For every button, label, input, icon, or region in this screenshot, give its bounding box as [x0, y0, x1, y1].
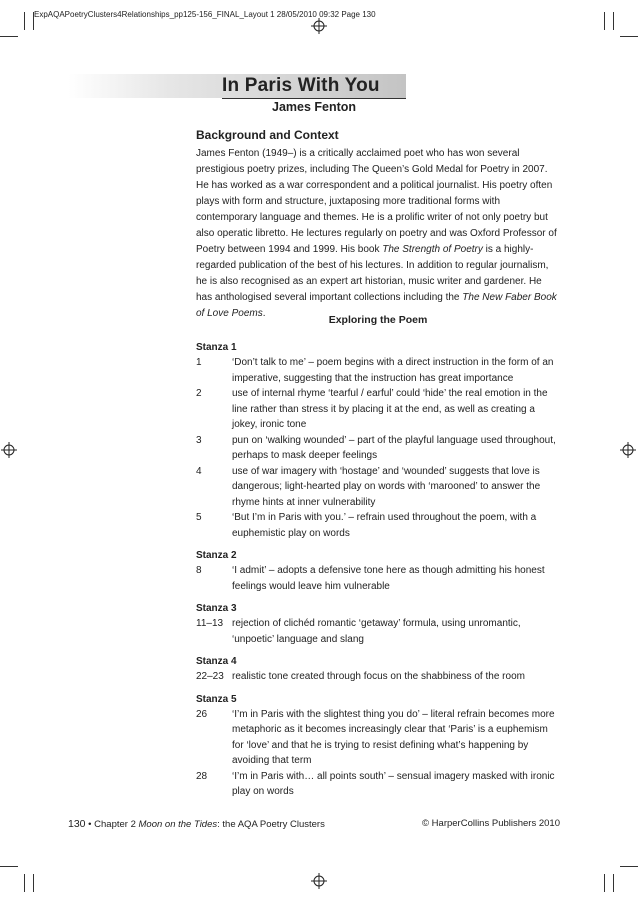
stanza-note	[196, 769, 562, 800]
stanza-block	[196, 654, 562, 685]
note-text: use of internal rhyme ‘tearful / earful’ could ‘hide’ the real emotion in the line rather than stress it by placing it at the end, as well as creating a jokey, ironic tone	[232, 388, 548, 430]
stanza-block	[196, 692, 562, 800]
page-title: In Paris With You	[222, 75, 380, 96]
background-heading: Background and Context	[196, 128, 339, 142]
page-number: 130	[68, 818, 86, 830]
background-text-part-2: is a highly-regarded publication of the best of his lectures. In addition to regular journalism, he is also recognised as an expert art historian, music writer and gardener. He has anthologised several important collections including the	[196, 244, 549, 303]
stanza-label: Stanza 1	[196, 342, 237, 353]
footer-chapter-label: Chapter 2	[94, 819, 139, 830]
footer-copyright: © HarperCollins Publishers 2010	[422, 818, 560, 829]
stanza-note	[196, 433, 562, 464]
registration-mark-top	[311, 18, 327, 34]
stanza-note	[196, 386, 562, 433]
stanza-note	[196, 616, 562, 647]
line-number: 22–23	[196, 671, 224, 682]
line-number: 8	[196, 565, 202, 576]
note-text: ‘But I’m in Paris with you.’ – refrain used throughout the poem, with a euphemistic play on words	[232, 512, 537, 539]
note-text: ‘I admit’ – adopts a defensive tone here as though admitting his honest feelings would leave him vulnerable	[232, 565, 545, 592]
stanza-note	[196, 669, 562, 685]
line-number: 28	[196, 770, 208, 782]
book-title: The Strength of Poetry	[382, 244, 483, 255]
footer-bullet: •	[88, 819, 92, 830]
stanza-note	[196, 464, 562, 511]
footer-chapter-suffix: : the AQA Poetry Clusters	[217, 819, 325, 830]
stanza-note	[196, 355, 562, 386]
note-text: rejection of clichéd romantic ‘getaway’ formula, using unromantic, ‘unpoetic’ language and slang	[232, 618, 521, 645]
stanza-note	[196, 563, 562, 594]
poem-author: James Fenton	[272, 100, 357, 114]
line-number: 1	[196, 357, 202, 368]
footer-chapter	[68, 818, 325, 830]
stanza-note	[196, 510, 562, 541]
stanza-notes-list	[196, 340, 562, 807]
line-number: 3	[196, 434, 202, 446]
note-text: ‘I’m in Paris with the slightest thing you do’ – literal refrain becomes more metaphoric as it becomes increasingly clear that ‘Paris’ is a euphemism for ‘love’ and that he is trying to resist defining what’s happening by avoiding that term	[232, 708, 555, 766]
background-paragraph	[196, 146, 560, 322]
stanza-note	[196, 707, 562, 769]
registration-mark-right	[620, 442, 636, 458]
note-text: realistic tone created through focus on the shabbiness of the room	[232, 671, 525, 682]
line-number: 11–13	[196, 618, 224, 629]
exploring-heading: Exploring the Poem	[328, 314, 428, 326]
line-number: 5	[196, 512, 202, 523]
stanza-block	[196, 601, 562, 647]
stanza-label: Stanza 3	[196, 603, 237, 614]
note-text: pun on ‘walking wounded’ – part of the playful language used throughout, perhaps to mask deeper feelings	[232, 434, 556, 461]
line-number: 26	[196, 708, 208, 720]
line-number: 2	[196, 388, 202, 399]
note-text: ‘I’m in Paris with… all points south’ – sensual imagery masked with ironic play on words	[232, 770, 555, 797]
registration-mark-bottom	[311, 873, 327, 889]
title-underline	[222, 98, 406, 99]
stanza-block	[196, 340, 562, 541]
registration-mark-left	[1, 442, 17, 458]
footer-chapter-title: Moon on the Tides	[138, 819, 218, 830]
printer-slug-line: ExpAQAPoetryClusters4Relationships_pp125-156_FINAL_Layout 1 28/05/2010 09:32 Page 130	[34, 10, 376, 19]
stanza-label: Stanza 4	[196, 656, 237, 667]
background-text-part-3: .	[262, 308, 266, 319]
note-text: use of war imagery with ‘hostage’ and ‘wounded’ suggests that love is dangerous; light-hearted play on words with ‘marooned’ to answer the rhyme hints at inner vulnerability	[232, 465, 541, 508]
stanza-block	[196, 548, 562, 594]
background-text-part-1: James Fenton (1949–) is a critically acclaimed poet who has won several prestigious poetry prizes, including The Queen’s Gold Medal for Poetry in 2007. He has worked as a war correspondent and a political journalist. His poetry often plays with form and structure, juxtaposing more traditional forms with contemporary language and themes. He is a prolific writer of not only poetry but also operatic libretto. He lectures regularly on poetry and was Oxford Professor of Poetry between 1994 and 1999. His book	[196, 148, 557, 255]
line-number: 4	[196, 465, 202, 477]
stanza-label: Stanza 2	[196, 550, 237, 561]
anthology-title: The New Faber Book of Love Poems	[196, 292, 557, 319]
note-text: ‘Don’t talk to me’ – poem begins with a direct instruction in the form of an imperative, suggesting that the instruction has great importance	[232, 357, 554, 384]
stanza-label: Stanza 5	[196, 693, 237, 705]
